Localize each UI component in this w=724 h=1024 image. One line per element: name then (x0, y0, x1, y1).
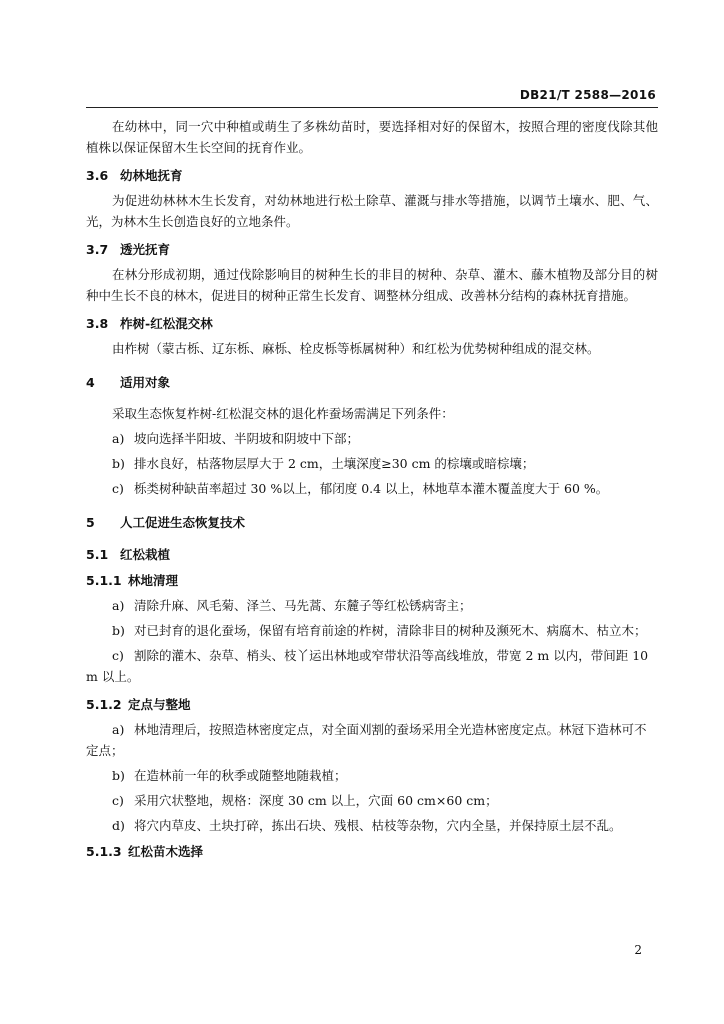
heading-4 (86, 373, 658, 393)
intro-paragraph: 在幼林中，同一穴中种植或萌生了多株幼苗时，要选择相对好的保留木，按照合理的密度伐除其他植株以保证保留木生长空间的抚育作业。 (86, 119, 658, 155)
heading-number: 3.8 (86, 316, 109, 331)
heading-number: 5.1 (86, 547, 109, 562)
list-marker: a) (112, 722, 125, 737)
list-item (86, 428, 658, 449)
list-marker: c) (112, 481, 124, 496)
list-item (86, 790, 658, 811)
paragraph-4: 采取生态恢复柞树-红松混交林的退化柞蚕场需满足下列条件： (112, 406, 454, 421)
list-item (86, 620, 658, 641)
list-text: 清除升麻、风毛菊、泽兰、马先蒿、东麓子等红松锈病寄主； (134, 598, 472, 613)
list-item (86, 453, 658, 474)
heading-3-6 (86, 166, 658, 186)
heading-number: 4 (86, 375, 95, 390)
list-text: 排水良好，枯落物层厚大于 2 cm，土壤深度≥30 cm 的棕壤或暗棕壤； (134, 456, 535, 471)
list-item (86, 595, 658, 616)
heading-5-1 (86, 545, 658, 565)
page-number: 2 (634, 943, 642, 957)
list-text: 在造林前一年的秋季或随整地随栽植； (134, 768, 347, 783)
list-text: 割除的灌木、杂草、梢头、枝丫运出林地或窄带状沿等高线堆放，带宽 2 m 以内，带间距 10 m 以上。 (86, 648, 649, 684)
paragraph-3-7: 在林分形成初期，通过伐除影响目的树种生长的非目的树种、杂草、灌木、藤木植物及部分目的树种中生长不良的林木，促进目的树种正常生长发育、调整林分组成、改善林分结构的森林抚育措施。 (86, 267, 658, 303)
list-marker: d) (112, 818, 125, 833)
heading-number: 3.7 (86, 242, 109, 257)
heading-title: 定点与整地 (128, 697, 191, 712)
heading-title: 林地清理 (128, 573, 179, 588)
list-text: 对已封育的退化蚕场，保留有培育前途的柞树，清除非目的树种及濒死木、病腐木、枯立木； (134, 623, 647, 638)
list-marker: b) (112, 768, 125, 783)
heading-title: 人工促进生态恢复技术 (120, 515, 246, 530)
heading-number: 5 (86, 515, 95, 530)
list-marker: c) (112, 648, 124, 663)
list-marker: c) (112, 793, 124, 808)
list-item (86, 645, 658, 687)
list-text: 将穴内草皮、土块打碎，拣出石块、残根、枯枝等杂物，穴内全垦，并保持原土层不乱。 (134, 818, 622, 833)
heading-title: 柞树-红松混交林 (120, 316, 213, 331)
list-item (86, 765, 658, 786)
paragraph-3-6: 为促进幼林林木生长发育，对幼林地进行松土除草、灌溉与排水等措施，以调节土壤水、肥、气、光，为林木生长创造良好的立地条件。 (86, 193, 658, 229)
heading-number: 5.1.1 (86, 573, 122, 588)
heading-title: 红松苗木选择 (128, 844, 204, 859)
heading-title: 幼林地抚育 (120, 168, 183, 183)
list-marker: b) (112, 456, 125, 471)
list-item (86, 478, 658, 499)
heading-5-1-2 (86, 695, 658, 715)
list-text: 栎类树种缺苗率超过 30 %以上，郁闭度 0.4 以上，林地草本灌木覆盖度大于 60 %。 (134, 481, 609, 496)
list-marker: a) (112, 431, 125, 446)
document-body (86, 116, 658, 862)
list-marker: a) (112, 598, 125, 613)
heading-number: 5.1.2 (86, 697, 122, 712)
heading-3-8 (86, 314, 658, 334)
list-item (86, 815, 658, 836)
heading-5-1-1 (86, 571, 658, 591)
list-item (86, 719, 658, 761)
heading-5-1-3 (86, 842, 658, 862)
heading-3-7 (86, 240, 658, 260)
list-marker: b) (112, 623, 125, 638)
heading-title: 红松栽植 (120, 547, 171, 562)
heading-number: 5.1.3 (86, 844, 122, 859)
heading-number: 3.6 (86, 168, 109, 183)
heading-title: 透光抚育 (120, 242, 171, 257)
list-text: 采用穴状整地，规格：深度 30 cm 以上，穴面 60 cm×60 cm； (134, 793, 498, 808)
standard-code: DB21/T 2588—2016 (519, 88, 656, 102)
list-text: 林地清理后，按照造林密度定点，对全面刈割的蚕场采用全光造林密度定点。林冠下造林可不定点； (86, 722, 647, 758)
header-rule (86, 107, 658, 108)
paragraph-3-8: 由柞树（蒙古栎、辽东栎、麻栎、栓皮栎等栎属树种）和红松为优势树种组成的混交林。 (112, 341, 600, 356)
heading-title: 适用对象 (120, 375, 171, 390)
heading-5 (86, 513, 658, 533)
list-text: 坡向选择半阳坡、半阴坡和阴坡中下部； (134, 431, 360, 446)
